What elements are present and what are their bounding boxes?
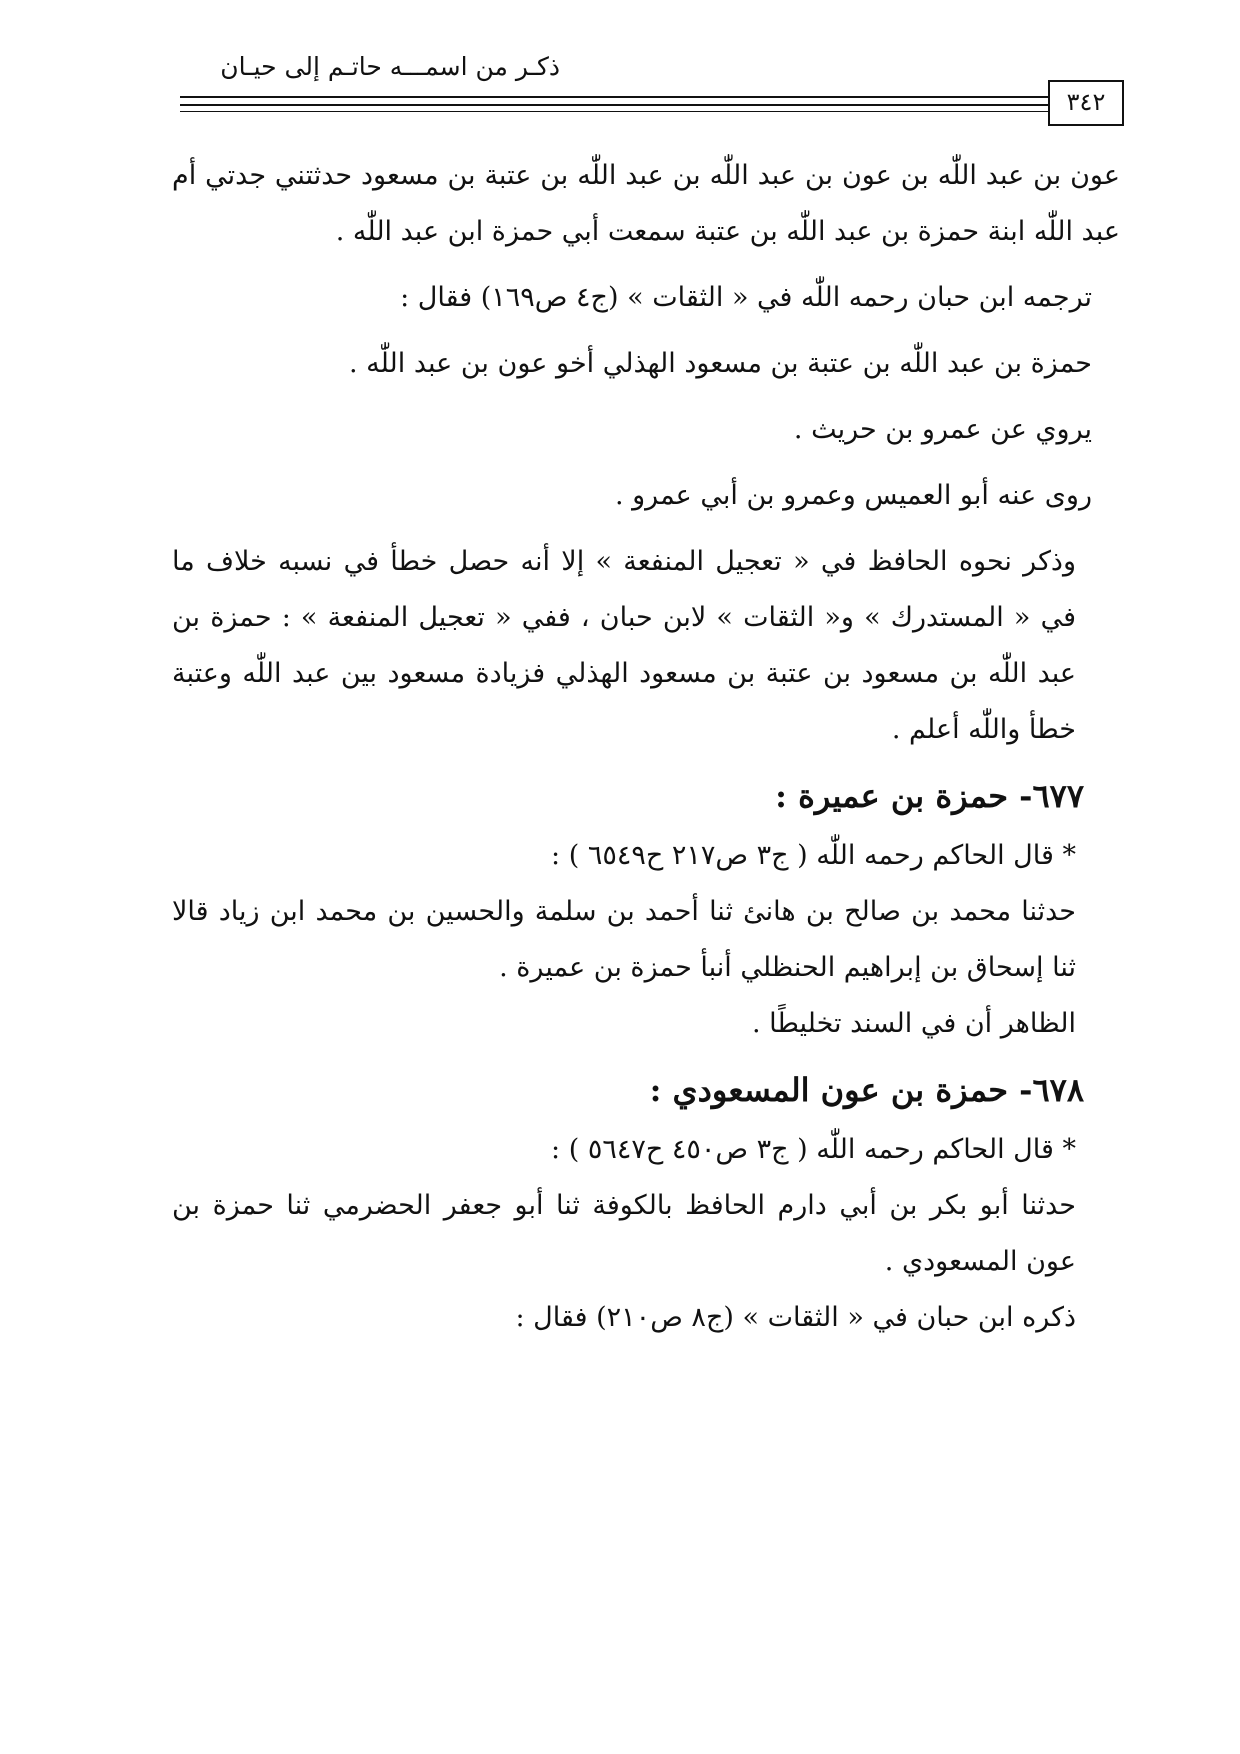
paragraph-hakim-citation-678: * قال الحاكم رحمه اللّٰه ( ج٣ ص٤٥٠ ح٥٦٤٧ ) : [551, 1134, 1076, 1165]
paragraph-hakim-citation-677: * قال الحاكم رحمه اللّٰه ( ج٣ ص٢١٧ ح٦٥٤٩ ) : [551, 840, 1076, 871]
header-rule-bottom [180, 111, 1062, 112]
entry-heading-678: ٦٧٨- حمزة بن عون المسعودي : [649, 1071, 1084, 1109]
paragraph-isnad-continuation: عون بن عبد اللّٰه بن عون بن عبد اللّٰه بن عبد اللّٰه بن عتبة بن مسعود حدثتني جدتي أم عبد اللّٰه ابنة حمزة بن عبد اللّٰه بن عتبة سمعت أبي حمزة ابن عبد اللّٰه . [172, 160, 1120, 247]
paragraph-isnad-677: حدثنا محمد بن صالح بن هانئ ثنا أحمد بن سلمة والحسين بن محمد ابن زياد قالا ثنا إسحاق بن إبراهيم الحنظلي أنبأ حمزة بن عميرة . [172, 896, 1076, 983]
paragraph-isnad-678: حدثنا أبو بكر بن أبي دارم الحافظ بالكوفة ثنا أبو جعفر الحضرمي ثنا حمزة بن عون المسعودي . [172, 1190, 1076, 1277]
paragraph-remark-677: الظاهر أن في السند تخليطًا . [751, 1008, 1076, 1039]
paragraph-ibn-hibban-citation-678: ذكره ابن حبان في « الثقات » (ج٨ ص٢١٠) فقال : [515, 1302, 1076, 1333]
entry-heading-677: ٦٧٧- حمزة بن عميرة : [775, 777, 1084, 815]
header-rule-top [180, 96, 1050, 98]
header-rule-middle [180, 104, 1050, 106]
paragraph-ibn-hibban-citation: ترجمه ابن حبان رحمه اللّٰه في « الثقات » (ج٤ ص١٦٩) فقال : [400, 282, 1092, 313]
paragraph-narrated-by: روى عنه أبو العميس وعمرو بن أبي عمرو . [614, 480, 1092, 511]
paragraph-hafiz-note: وذكر نحوه الحافظ في « تعجيل المنفعة » إلا أنه حصل خطأ في نسبه خلاف ما في « المستدرك » و« الثقات » لابن حبان ، ففي « تعجيل المنفعة » : حمزة بن عبد اللّٰه بن مسعود بن عتبة بن مسعود الهذلي فزيادة مسعود بين عبد اللّٰه وعتبة خطأ واللّٰه أعلم . [172, 546, 1076, 745]
body-text [172, 148, 1120, 1346]
paragraph-biography-name: حمزة بن عبد اللّٰه بن عتبة بن مسعود الهذلي أخو عون بن عبد اللّٰه . [348, 348, 1092, 379]
running-title: ذكـر من اسمـــه حاتـم إلى حيـان [220, 52, 560, 81]
paragraph-narrates-from: يروي عن عمرو بن حريث . [793, 414, 1092, 445]
page-number-box: ٣٤٢ [1048, 80, 1124, 126]
